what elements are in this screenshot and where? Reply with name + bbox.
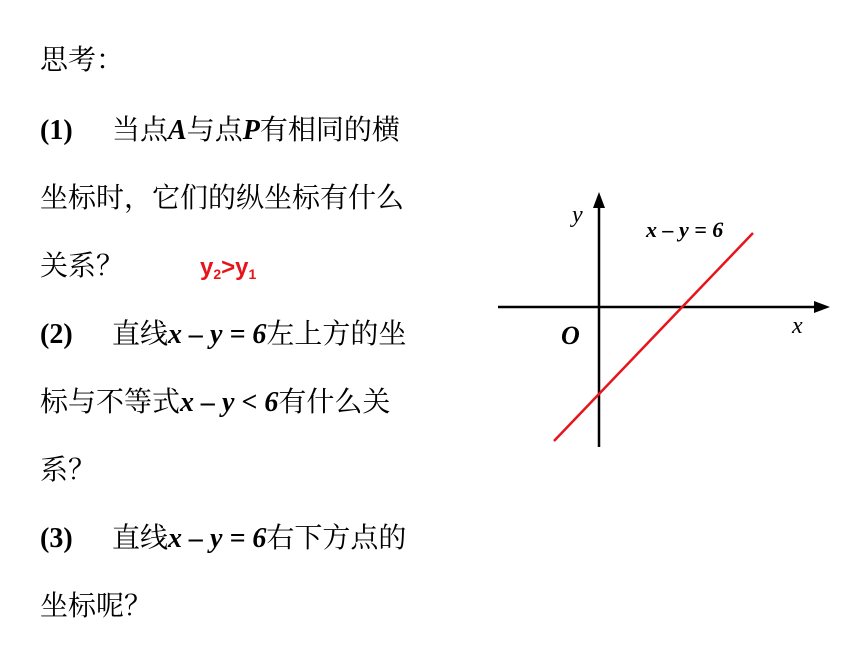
answer-sub-1: 1 <box>248 266 257 282</box>
heading-text: 思考： <box>40 43 125 76</box>
q2-text-line3: 系？ <box>40 453 97 486</box>
graph-line <box>554 233 753 441</box>
x-axis-arrow <box>814 301 830 313</box>
q3-text-line2: 坐标呢？ <box>40 589 153 622</box>
q3-text-b: 右下方点的 <box>266 521 407 554</box>
q3-text-a: 直线 <box>112 521 169 554</box>
q2-text-b: 左上方的坐 <box>266 317 407 350</box>
answer-sub-2: 2 <box>213 266 222 282</box>
y-axis-arrow <box>593 192 605 208</box>
question-1-number: (1) <box>40 115 73 146</box>
q2-equation: x – y = 6 <box>168 319 267 350</box>
y-axis-label: y <box>572 202 583 228</box>
q2-inequality: x – y < 6 <box>180 387 279 418</box>
line-equation-label: x – y = 6 <box>646 217 724 242</box>
answer-op: >y <box>221 254 249 281</box>
q1-text-b: 与点 <box>186 113 243 146</box>
point-a-label: A <box>168 115 187 146</box>
q2-text-c: 标与不等式 <box>40 385 181 418</box>
question-3-number: (3) <box>40 523 73 554</box>
q1-text-line2: 坐标时，它们的纵坐标有什么 <box>40 181 405 214</box>
q1-text-c: 有相同的横 <box>259 113 400 146</box>
answer-y: y <box>200 254 214 281</box>
origin-label: O <box>561 321 580 350</box>
question-2-number: (2) <box>40 319 73 350</box>
q2-text-d: 有什么关 <box>278 385 391 418</box>
x-axis-label: x <box>792 313 803 339</box>
q1-text-a: 当点 <box>112 113 169 146</box>
point-p-label: P <box>242 115 260 146</box>
q1-text-line3: 关系？ <box>40 249 125 282</box>
q2-text-a: 直线 <box>112 317 169 350</box>
q3-equation: x – y = 6 <box>168 523 267 554</box>
